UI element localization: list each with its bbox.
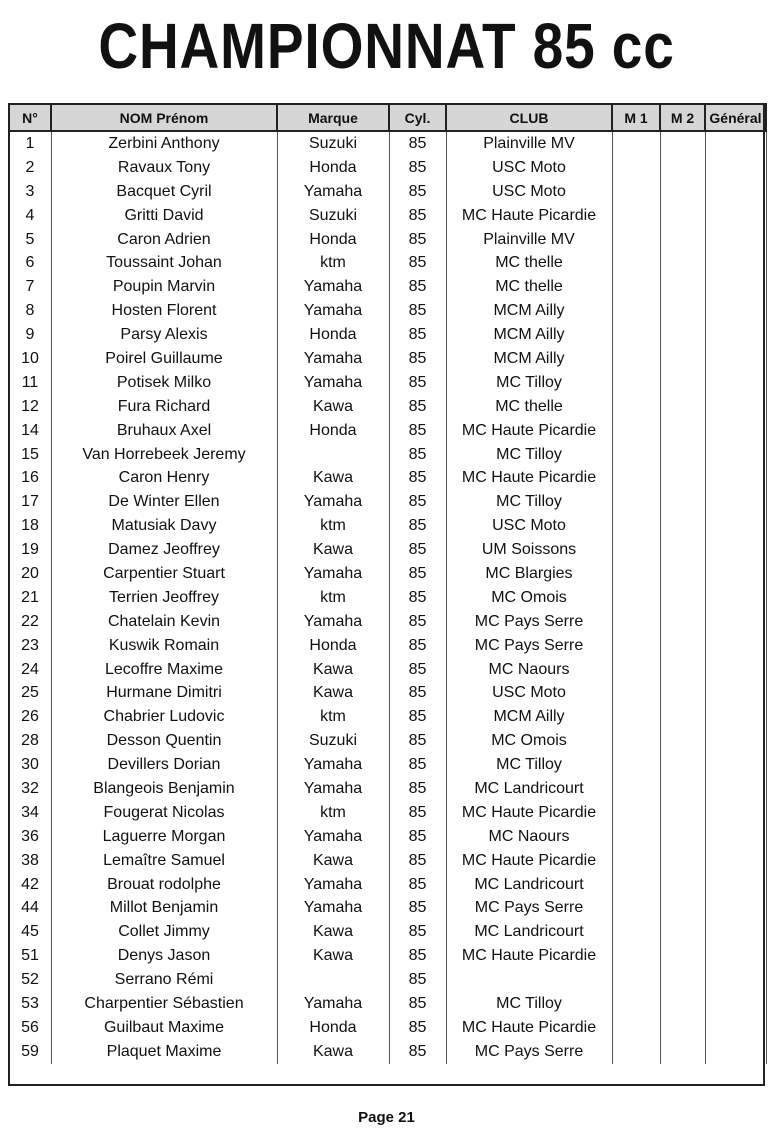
rider-name: Ravaux Tony: [51, 156, 277, 180]
rider-club: MC Landricourt: [446, 777, 612, 801]
rider-brand: Yamaha: [277, 992, 389, 1016]
rider-number: 1: [9, 131, 51, 156]
rider-cylinder: 85: [389, 323, 446, 347]
rider-number: 56: [9, 1016, 51, 1040]
rider-club: MC Blargies: [446, 562, 612, 586]
rider-cylinder: 85: [389, 538, 446, 562]
rider-number: 10: [9, 347, 51, 371]
rider-club: MCM Ailly: [446, 347, 612, 371]
rider-name: Matusiak Davy: [51, 514, 277, 538]
rider-cylinder: 85: [389, 395, 446, 419]
rider-cylinder: 85: [389, 634, 446, 658]
rider-number: 36: [9, 825, 51, 849]
rider-number: 19: [9, 538, 51, 562]
rider-cylinder: 85: [389, 729, 446, 753]
rider-number: 9: [9, 323, 51, 347]
rider-name: Damez Jeoffrey: [51, 538, 277, 562]
rider-brand: ktm: [277, 801, 389, 825]
rider-number: 26: [9, 705, 51, 729]
rider-cylinder: 85: [389, 156, 446, 180]
rider-club: MC thelle: [446, 395, 612, 419]
rider-name: Terrien Jeoffrey: [51, 586, 277, 610]
rider-cylinder: 85: [389, 1016, 446, 1040]
rider-club: MC thelle: [446, 275, 612, 299]
rider-brand: Yamaha: [277, 347, 389, 371]
rider-name: Poirel Guillaume: [51, 347, 277, 371]
rider-club: MCM Ailly: [446, 705, 612, 729]
rider-number: 6: [9, 251, 51, 275]
rider-brand: Yamaha: [277, 275, 389, 299]
rider-name: Desson Quentin: [51, 729, 277, 753]
rider-brand: Yamaha: [277, 610, 389, 634]
rider-number: 38: [9, 849, 51, 873]
rider-club: MC Pays Serre: [446, 610, 612, 634]
rider-club: MC Haute Picardie: [446, 849, 612, 873]
rider-brand: Kawa: [277, 658, 389, 682]
rider-name: De Winter Ellen: [51, 490, 277, 514]
rider-name: Hurmane Dimitri: [51, 681, 277, 705]
rider-club: MC Tilloy: [446, 753, 612, 777]
rider-cylinder: 85: [389, 251, 446, 275]
rider-brand: Kawa: [277, 920, 389, 944]
column-header-m2: M 2: [660, 104, 705, 131]
rider-club: MC Haute Picardie: [446, 466, 612, 490]
rider-number: 42: [9, 873, 51, 897]
rider-name: Bruhaux Axel: [51, 419, 277, 443]
rider-number: 7: [9, 275, 51, 299]
rider-number: 30: [9, 753, 51, 777]
rider-name: Laguerre Morgan: [51, 825, 277, 849]
rider-club: USC Moto: [446, 681, 612, 705]
rider-brand: Yamaha: [277, 873, 389, 897]
rider-name: Hosten Florent: [51, 299, 277, 323]
rider-cylinder: 85: [389, 131, 446, 156]
rider-name: Brouat rodolphe: [51, 873, 277, 897]
rider-brand: Kawa: [277, 395, 389, 419]
rider-brand: Kawa: [277, 681, 389, 705]
rider-brand: Yamaha: [277, 562, 389, 586]
rider-number: 3: [9, 180, 51, 204]
rider-brand: Suzuki: [277, 729, 389, 753]
rider-name: Denys Jason: [51, 944, 277, 968]
rider-number: 2: [9, 156, 51, 180]
rider-name: Charpentier Sébastien: [51, 992, 277, 1016]
rider-brand: Yamaha: [277, 371, 389, 395]
rider-club: MC Haute Picardie: [446, 1016, 612, 1040]
rider-club: MCM Ailly: [446, 299, 612, 323]
rider-name: Lemaître Samuel: [51, 849, 277, 873]
rider-name: Toussaint Johan: [51, 251, 277, 275]
rider-name: Chatelain Kevin: [51, 610, 277, 634]
rider-club: UM Soissons: [446, 538, 612, 562]
rider-cylinder: 85: [389, 849, 446, 873]
rider-number: 59: [9, 1040, 51, 1064]
rider-brand: Yamaha: [277, 753, 389, 777]
rider-club: USC Moto: [446, 180, 612, 204]
rider-name: Blangeois Benjamin: [51, 777, 277, 801]
rider-brand: Yamaha: [277, 490, 389, 514]
rider-number: 52: [9, 968, 51, 992]
rider-number: 44: [9, 897, 51, 921]
rider-cylinder: 85: [389, 490, 446, 514]
rider-brand: ktm: [277, 705, 389, 729]
column-header-name: NOM Prénom: [51, 104, 277, 131]
rider-cylinder: 85: [389, 204, 446, 228]
rider-name: Serrano Rémi: [51, 968, 277, 992]
rider-number: 51: [9, 944, 51, 968]
rider-number: 8: [9, 299, 51, 323]
column-header-general: Général: [705, 104, 766, 131]
rider-number: 25: [9, 681, 51, 705]
rider-brand: Kawa: [277, 944, 389, 968]
rider-number: 17: [9, 490, 51, 514]
rider-cylinder: 85: [389, 681, 446, 705]
rider-number: 23: [9, 634, 51, 658]
rider-number: 45: [9, 920, 51, 944]
column-header-number: N°: [9, 104, 51, 131]
rider-cylinder: 85: [389, 562, 446, 586]
rider-number: 24: [9, 658, 51, 682]
rider-name: Gritti David: [51, 204, 277, 228]
rider-club: Plainville MV: [446, 131, 612, 156]
rider-club: MCM Ailly: [446, 323, 612, 347]
rider-number: 14: [9, 419, 51, 443]
rider-club: MC Omois: [446, 586, 612, 610]
rider-cylinder: 85: [389, 777, 446, 801]
rider-cylinder: 85: [389, 992, 446, 1016]
rider-name: Plaquet Maxime: [51, 1040, 277, 1064]
rider-name: Lecoffre Maxime: [51, 658, 277, 682]
rider-number: 21: [9, 586, 51, 610]
rider-number: 32: [9, 777, 51, 801]
rider-club: MC Haute Picardie: [446, 944, 612, 968]
rider-brand: Suzuki: [277, 204, 389, 228]
rider-brand: Honda: [277, 1016, 389, 1040]
rider-name: Van Horrebeek Jeremy: [51, 443, 277, 467]
rider-name: Caron Henry: [51, 466, 277, 490]
rider-club: MC Naours: [446, 658, 612, 682]
rider-club: MC Landricourt: [446, 873, 612, 897]
rider-brand: ktm: [277, 586, 389, 610]
rider-number: 12: [9, 395, 51, 419]
rider-number: 4: [9, 204, 51, 228]
rider-number: 15: [9, 443, 51, 467]
rider-club: MC Pays Serre: [446, 1040, 612, 1064]
rider-cylinder: 85: [389, 610, 446, 634]
rider-cylinder: 85: [389, 753, 446, 777]
rider-club: USC Moto: [446, 514, 612, 538]
column-header-club: CLUB: [446, 104, 612, 131]
standings-table-container: [8, 103, 765, 1086]
rider-number: 22: [9, 610, 51, 634]
table-frame: [8, 103, 765, 1086]
rider-cylinder: 85: [389, 514, 446, 538]
rider-name: Caron Adrien: [51, 228, 277, 252]
rider-club: USC Moto: [446, 156, 612, 180]
rider-cylinder: 85: [389, 586, 446, 610]
rider-cylinder: 85: [389, 371, 446, 395]
rider-cylinder: 85: [389, 658, 446, 682]
rider-cylinder: 85: [389, 920, 446, 944]
rider-number: 20: [9, 562, 51, 586]
rider-brand: ktm: [277, 514, 389, 538]
rider-cylinder: 85: [389, 275, 446, 299]
column-header-cylinder: Cyl.: [389, 104, 446, 131]
rider-brand: Yamaha: [277, 897, 389, 921]
rider-cylinder: 85: [389, 347, 446, 371]
rider-name: Guilbaut Maxime: [51, 1016, 277, 1040]
rider-club: MC Haute Picardie: [446, 801, 612, 825]
rider-name: Kuswik Romain: [51, 634, 277, 658]
rider-name: Devillers Dorian: [51, 753, 277, 777]
rider-club: MC Omois: [446, 729, 612, 753]
rider-brand: Honda: [277, 634, 389, 658]
rider-brand: ktm: [277, 251, 389, 275]
rider-brand: Yamaha: [277, 180, 389, 204]
rider-club: MC Tilloy: [446, 490, 612, 514]
rider-name: Poupin Marvin: [51, 275, 277, 299]
rider-cylinder: 85: [389, 1040, 446, 1064]
rider-cylinder: 85: [389, 419, 446, 443]
rider-name: Chabrier Ludovic: [51, 705, 277, 729]
rider-club: MC thelle: [446, 251, 612, 275]
rider-brand: Yamaha: [277, 299, 389, 323]
rider-brand: Kawa: [277, 466, 389, 490]
rider-club: MC Haute Picardie: [446, 204, 612, 228]
rider-cylinder: 85: [389, 443, 446, 467]
rider-club: MC Pays Serre: [446, 897, 612, 921]
rider-club: MC Tilloy: [446, 443, 612, 467]
rider-brand: Honda: [277, 419, 389, 443]
rider-brand: Honda: [277, 228, 389, 252]
rider-cylinder: 85: [389, 897, 446, 921]
rider-cylinder: 85: [389, 801, 446, 825]
rider-number: 28: [9, 729, 51, 753]
rider-name: Fura Richard: [51, 395, 277, 419]
rider-cylinder: 85: [389, 466, 446, 490]
rider-cylinder: 85: [389, 873, 446, 897]
rider-club: Plainville MV: [446, 228, 612, 252]
rider-club: MC Pays Serre: [446, 634, 612, 658]
rider-cylinder: 85: [389, 968, 446, 992]
rider-name: Collet Jimmy: [51, 920, 277, 944]
rider-brand: Honda: [277, 323, 389, 347]
rider-cylinder: 85: [389, 228, 446, 252]
column-header-brand: Marque: [277, 104, 389, 131]
rider-cylinder: 85: [389, 299, 446, 323]
rider-brand: Kawa: [277, 849, 389, 873]
rider-brand: Honda: [277, 156, 389, 180]
rider-number: 16: [9, 466, 51, 490]
rider-name: Bacquet Cyril: [51, 180, 277, 204]
rider-brand: Kawa: [277, 1040, 389, 1064]
rider-number: 5: [9, 228, 51, 252]
rider-club: MC Landricourt: [446, 920, 612, 944]
rider-name: Millot Benjamin: [51, 897, 277, 921]
rider-name: Parsy Alexis: [51, 323, 277, 347]
page-number: Page 21: [358, 1109, 415, 1126]
rider-club: MC Naours: [446, 825, 612, 849]
rider-number: 18: [9, 514, 51, 538]
rider-name: Fougerat Nicolas: [51, 801, 277, 825]
rider-brand: Kawa: [277, 538, 389, 562]
rider-cylinder: 85: [389, 825, 446, 849]
rider-cylinder: 85: [389, 944, 446, 968]
rider-brand: Suzuki: [277, 131, 389, 156]
rider-cylinder: 85: [389, 705, 446, 729]
column-header-m1: M 1: [612, 104, 660, 131]
rider-name: Carpentier Stuart: [51, 562, 277, 586]
rider-club: MC Tilloy: [446, 371, 612, 395]
rider-cylinder: 85: [389, 180, 446, 204]
rider-number: 11: [9, 371, 51, 395]
rider-number: 34: [9, 801, 51, 825]
rider-brand: Yamaha: [277, 825, 389, 849]
rider-club: MC Tilloy: [446, 992, 612, 1016]
rider-number: 53: [9, 992, 51, 1016]
rider-name: Potisek Milko: [51, 371, 277, 395]
rider-name: Zerbini Anthony: [51, 131, 277, 156]
rider-club: MC Haute Picardie: [446, 419, 612, 443]
rider-brand: Yamaha: [277, 777, 389, 801]
page-title: CHAMPIONNAT 85 cc: [98, 10, 675, 82]
